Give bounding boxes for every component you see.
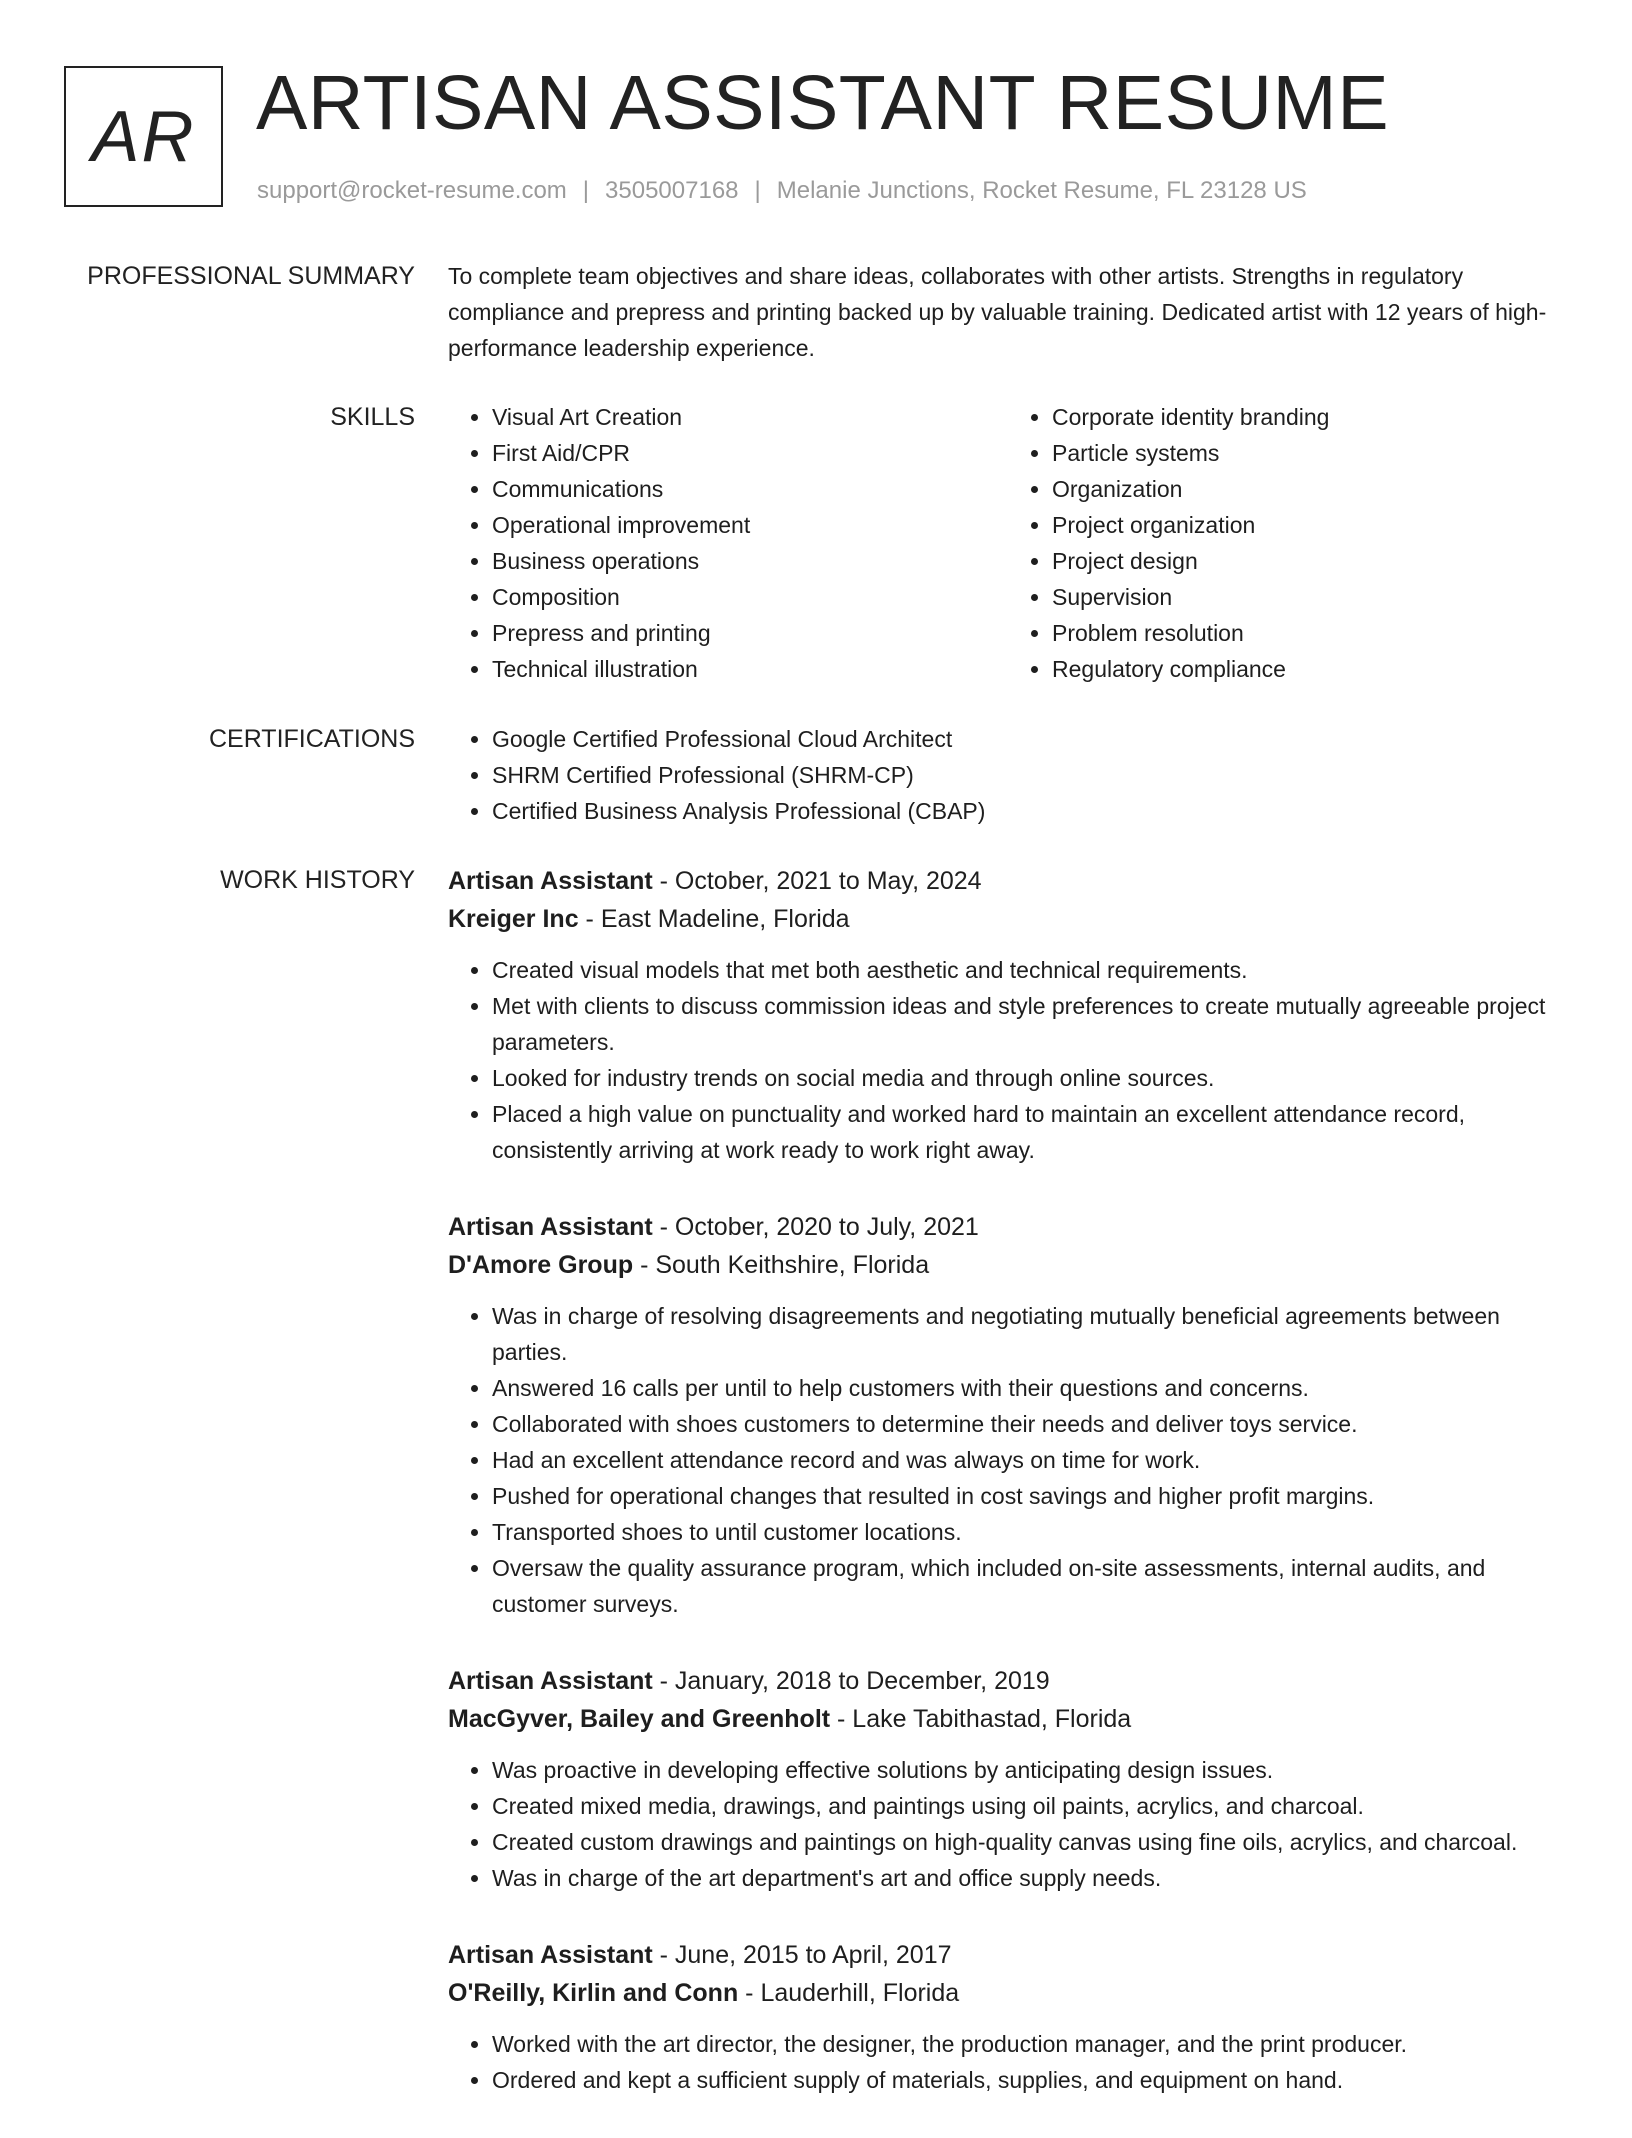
job-company: MacGyver, Bailey and Greenholt [448,1705,831,1733]
list-item: • Ordered and kept a sufficient supply of materials, supplies, and equipment on hand. [492,2062,1568,2098]
summary-body [448,258,1568,366]
list-item: • Was proactive in developing effective solutions by anticipating design issues. [492,1752,1568,1788]
job-dates: - June, 2015 to April, 2017 [652,1941,952,1969]
list-item: • Looked for industry trends on social media and through online sources. [492,1060,1568,1096]
work-history-body [448,862,1568,2138]
contact-separator: | [582,177,590,204]
job-entry [448,1936,1568,2098]
job-bullets [448,1752,1568,1896]
section-label: WORK HISTORY [220,866,415,894]
job-title: Artisan Assistant [448,1941,653,1969]
list-item: • Collaborated with shoes customers to determine their needs and deliver toys service. [492,1406,1568,1442]
contact-separator: | [754,177,761,204]
list-item: • Project organization [1052,507,1568,543]
list-item: • Met with clients to discuss commission ideas and style preferences to create mutually agreeable project parameters. [492,988,1568,1060]
job-company: O'Reilly, Kirlin and Conn [448,1979,739,2007]
job-title: Artisan Assistant [448,1667,653,1695]
job-dates: - October, 2021 to May, 2024 [652,867,982,895]
job-bullets [448,952,1568,1168]
job-title-line [448,1936,1568,1974]
job-location: - East Madeline, Florida [578,905,850,933]
job-entry [448,1208,1568,1622]
job-title: Artisan Assistant [448,867,653,895]
job-location: - Lake Tabithastad, Florida [830,1705,1132,1733]
monogram-logo: AR [64,66,223,207]
list-item: • Created custom drawings and paintings on high-quality canvas using fine oils, acrylics, and charcoal. [492,1824,1568,1860]
list-item: • SHRM Certified Professional (SHRM-CP) [492,757,1568,793]
job-company-line [448,900,1568,938]
contact-phone[interactable]: 3505007168 [605,177,739,204]
list-item: • Had an excellent attendance record and was always on time for work. [492,1442,1568,1478]
list-item: • Problem resolution [1052,615,1568,651]
contact-address: Melanie Junctions, Rocket Resume, FL 23128 US [776,177,1307,204]
list-item: • Particle systems [1052,435,1568,471]
job-title: Artisan Assistant [448,1213,653,1241]
list-item: • Prepress and printing [492,615,1008,651]
list-item: • Created visual models that met both aesthetic and technical requirements. [492,952,1568,988]
section-label: PROFESSIONAL SUMMARY [87,262,415,290]
list-item: • Technical illustration [492,651,1008,687]
job-entry [448,862,1568,1168]
section-label: CERTIFICATIONS [208,725,415,753]
list-item: • Transported shoes to until customer locations. [492,1514,1568,1550]
skills-body [448,399,1568,687]
certifications-body [448,721,1568,829]
job-title-line [448,1662,1568,1700]
list-item: • Composition [492,579,1008,615]
list-item: • Corporate identity branding [1052,399,1568,435]
contact-line [257,176,1307,206]
list-item: • Communications [492,471,1008,507]
contact-email[interactable]: support@rocket-resume.com [257,177,567,204]
job-company-line [448,1246,1568,1284]
job-bullets [448,2026,1568,2098]
certifications-list [448,721,1568,829]
job-bullets [448,1298,1568,1622]
resume-title: ARTISAN ASSISTANT RESUME [256,60,1390,146]
list-item: • Google Certified Professional Cloud Architect [492,721,1568,757]
list-item: • Created mixed media, drawings, and paintings using oil paints, acrylics, and charcoal. [492,1788,1568,1824]
list-item: • Pushed for operational changes that resulted in cost savings and higher profit margins. [492,1478,1568,1514]
skills-left-list [448,399,1008,687]
list-item: • Organization [1052,471,1568,507]
job-entry [448,1662,1568,1896]
job-dates: - January, 2018 to December, 2019 [652,1667,1050,1695]
summary-text: To complete team objectives and share ideas, collaborates with other artists. Strengths in regulatory compliance and prepress and printing backed up by valuable training. Dedicated artist with 12 years of high-performance leadership experience. [448,263,1547,361]
job-location: - South Keithshire, Florida [633,1251,930,1279]
job-company-line [448,1974,1568,2012]
list-item: • Operational improvement [492,507,1008,543]
list-item: • Oversaw the quality assurance program, which included on-site assessments, internal audits, and customer surveys. [492,1550,1568,1622]
list-item: • First Aid/CPR [492,435,1008,471]
section-label: SKILLS [330,403,415,431]
job-company: D'Amore Group [448,1251,634,1279]
job-title-line [448,862,1568,900]
list-item: • Business operations [492,543,1008,579]
list-item: • Was in charge of resolving disagreements and negotiating mutually beneficial agreements between parties. [492,1298,1568,1370]
list-item: • Was in charge of the art department's art and office supply needs. [492,1860,1568,1896]
list-item: • Project design [1052,543,1568,579]
skills-right-list [1008,399,1568,687]
list-item: • Worked with the art director, the designer, the production manager, and the print producer. [492,2026,1568,2062]
list-item: • Placed a high value on punctuality and worked hard to maintain an excellent attendance record, consistently arriving at work ready to work right away. [492,1096,1568,1168]
list-item: • Supervision [1052,579,1568,615]
list-item: • Certified Business Analysis Professional (CBAP) [492,793,1568,829]
list-item: • Answered 16 calls per until to help customers with their questions and concerns. [492,1370,1568,1406]
list-item: • Visual Art Creation [492,399,1008,435]
list-item: • Regulatory compliance [1052,651,1568,687]
job-location: - Lauderhill, Florida [738,1979,960,2007]
job-company-line [448,1700,1568,1738]
job-title-line [448,1208,1568,1246]
job-dates: - October, 2020 to July, 2021 [652,1213,979,1241]
job-company: Kreiger Inc [448,905,579,933]
